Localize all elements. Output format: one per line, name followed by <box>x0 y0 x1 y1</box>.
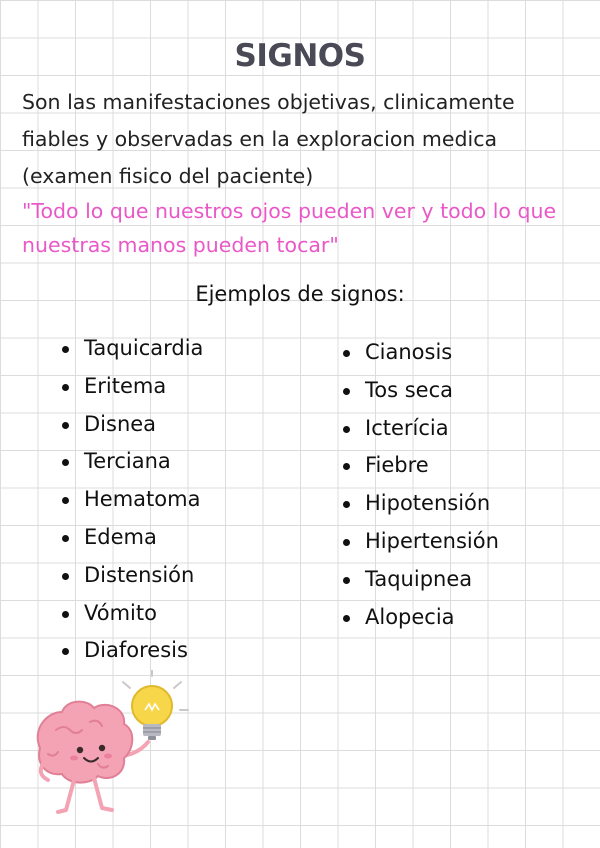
list-item: Terciana <box>62 443 203 481</box>
list-item: Tos seca <box>343 372 499 410</box>
examples-heading: Ejemplos de signos: <box>195 282 405 306</box>
brain-icon <box>38 702 133 783</box>
list-item: Taquicardia <box>62 330 203 368</box>
list-item: Eritema <box>62 368 203 406</box>
list-item: Diaforesis <box>62 632 203 670</box>
brain-with-lightbulb-icon <box>30 670 200 834</box>
page-title: SIGNOS <box>234 38 366 74</box>
list-item: Cianosis <box>343 334 499 372</box>
list-item: Hipertensión <box>343 523 499 561</box>
list-item: Alopecia <box>343 599 499 637</box>
list-item: Hematoma <box>62 481 203 519</box>
lightbulb-icon <box>132 686 172 740</box>
list-item: Icterícia <box>343 410 499 448</box>
list-item: Fiebre <box>343 447 499 485</box>
list-item: Hipotensión <box>343 485 499 523</box>
definition-text: Son las manifestaciones objetivas, clinicamente fiables y observadas en la exploracion medica (examen fisico del paciente) <box>22 90 515 188</box>
list-item: Vómito <box>62 595 203 633</box>
signs-list-right <box>343 334 499 636</box>
list-item: Disnea <box>62 406 203 444</box>
list-item: Distensión <box>62 557 203 595</box>
quote-text: "Todo lo que nuestros ojos pueden ver y todo lo que nuestras manos pueden tocar" <box>22 199 557 257</box>
list-item: Taquipnea <box>343 561 499 599</box>
list-item: Edema <box>62 519 203 557</box>
signs-list-left <box>62 330 203 670</box>
